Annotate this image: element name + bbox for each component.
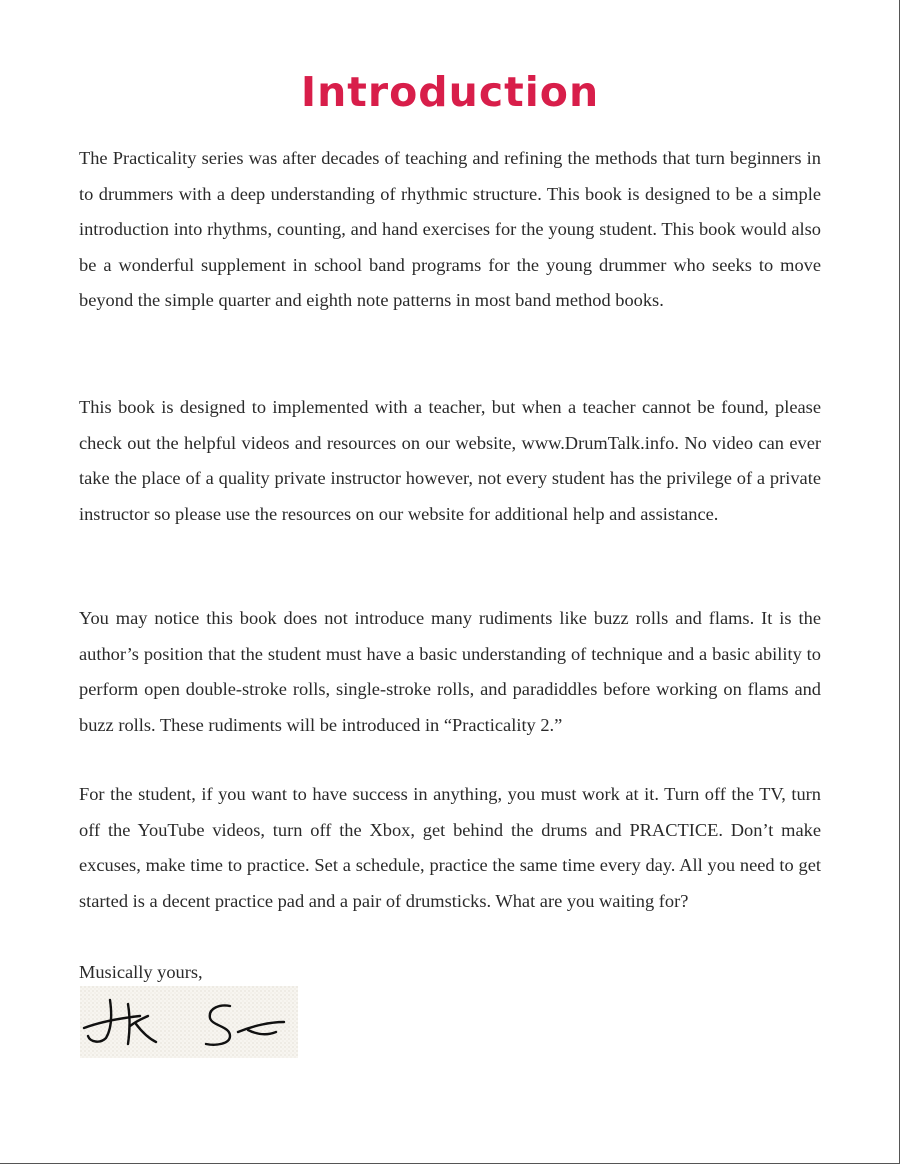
- paragraph-intro: The Practicality series was after decades of teaching and refining the methods that turn beginners in to drummers with a deep understanding of rhythmic structure. This book is designed to be a simple introduction into rhythms, counting, and hand exercises for the young student. This book would also be a wonderful supplement in school band programs for the young drummer who seeks to move beyond the simple quarter and eighth note patterns in most band method books.: [79, 148, 821, 310]
- paragraph-rudiments: You may notice this book does not introduce many rudiments like buzz rolls and flams. It is the author’s position that the student must have a basic understanding of technique and a basic ability to perform open double-stroke rolls, single-stroke rolls, and paradiddles before working on flams and buzz rolls. These rudiments will be introduced in “Practicality 2.”: [79, 608, 821, 735]
- closing-line: Musically yours,: [79, 962, 203, 982]
- page-title: Introduction: [300, 68, 600, 116]
- paragraph-practice: For the student, if you want to have success in anything, you must work at it. Turn off the TV, turn off the YouTube videos, turn off the Xbox, get behind the drums and PRACTICE. Don’t make excuses, make time to practice. Set a schedule, practice the same time every day. All you need to get started is a decent practice pad and a pair of drumsticks. What are you waiting for?: [79, 784, 821, 911]
- paragraph-teacher: This book is designed to implemented with a teacher, but when a teacher cannot be found, please check out the helpful videos and resources on our website, www.DrumTalk.info. No video can ever take the place of a quality private instructor however, not every student has the privilege of a private instructor so please use the resources on our website for additional help and assistance.: [79, 397, 821, 524]
- signature-icon: [80, 986, 298, 1058]
